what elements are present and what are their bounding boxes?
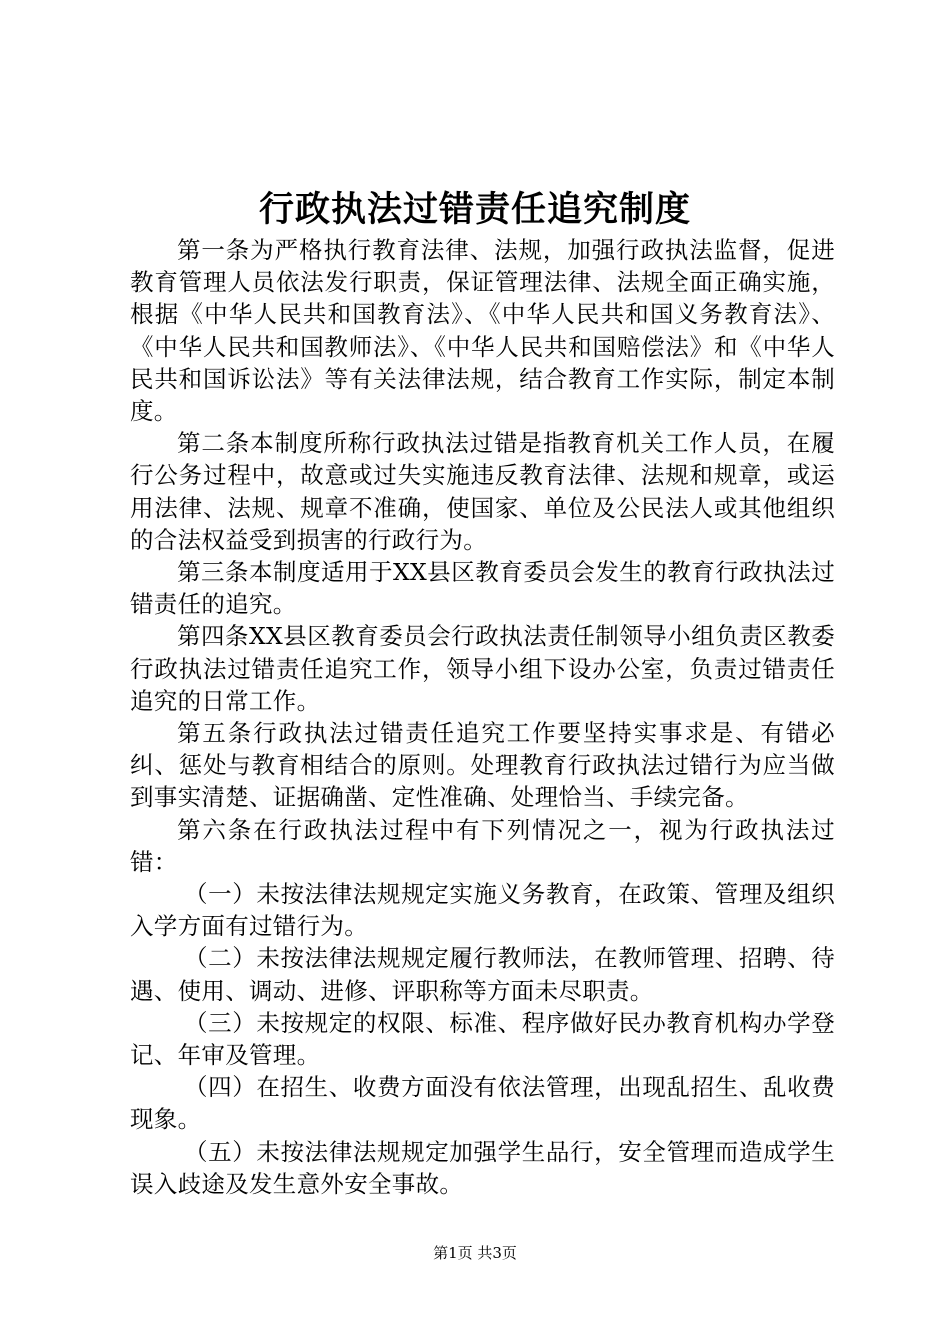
list-item-2: （二）未按法律法规规定履行教师法，在教师管理、招聘、待遇、使用、调动、进修、评职称等方面未尽职责。	[130, 944, 835, 1005]
list-item-5: （五）未按法律法规规定加强学生品行，安全管理而造成学生误入歧途及发生意外安全事故。	[130, 1137, 835, 1198]
list-item-3: （三）未按规定的权限、标准、程序做好民办教育机构办学登记、年审及管理。	[130, 1008, 835, 1070]
page-footer: 第1页 共3页	[433, 1244, 517, 1262]
document-title: 行政执法过错责任追究制度	[258, 189, 691, 230]
article-2-paragraph: 第二条本制度所称行政执法过错是指教育机关工作人员，在履行公务过程中，故意或过失实施违反教育法律、法规和规章，或运用法律、法规、规章不准确，使国家、单位及公民法人或其他组织的合法权益受到损害的行政行为。	[130, 429, 835, 554]
document-body	[130, 234, 835, 1200]
article-1-paragraph: 第一条为严格执行教育法律、法规，加强行政执法监督，促进教育管理人员依法发行职责，保证管理法律、法规全面正确实施，根据《中华人民共和国教育法》、《中华人民共和国义务教育法》、《中华人民共和国教师法》、《中华人民共和国赔偿法》和《中华人民共和国诉讼法》等有关法律法规，结合教育工作实际，制定本制度。	[130, 236, 835, 426]
article-4-paragraph: 第四条XX县区教育委员会行政执法责任制领导小组负责区教委行政执法过错责任追究工作，领导小组下设办公室，负责过错责任追究的日常工作。	[130, 622, 835, 715]
article-3-paragraph: 第三条本制度适用于XX县区教育委员会发生的教育行政执法过错责任的追究。	[130, 558, 835, 619]
article-5-paragraph: 第五条行政执法过错责任追究工作要坚持实事求是、有错必纠、惩处与教育相结合的原则。处理教育行政执法过错行为应当做到事实清楚、证据确凿、定性准确、处理恰当、手续完备。	[130, 719, 835, 812]
list-item-1: （一）未按法律法规规定实施义务教育，在政策、管理及组织入学方面有过错行为。	[130, 880, 835, 941]
list-item-4: （四）在招生、收费方面没有依法管理，出现乱招生、乱收费现象。	[130, 1073, 835, 1134]
article-6-paragraph: 第六条在行政执法过程中有下列情况之一，视为行政执法过错：	[130, 815, 835, 876]
